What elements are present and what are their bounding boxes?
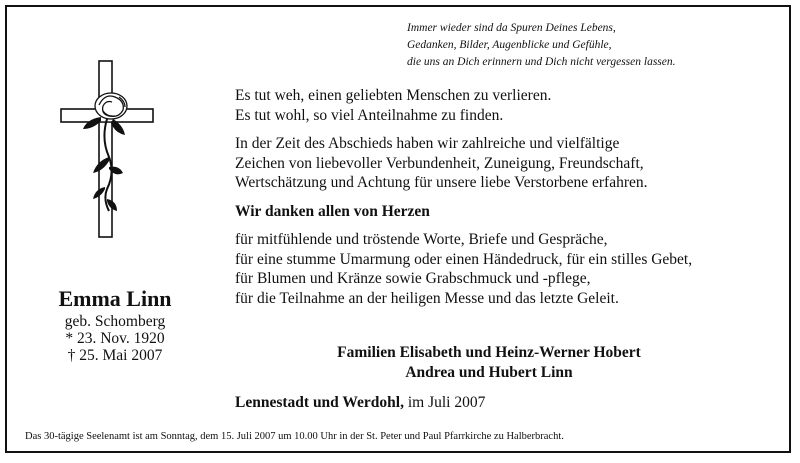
place-name: Lennestadt und Werdohl, <box>235 394 404 411</box>
poem <box>407 20 676 71</box>
signer-line: Familien Elisabeth und Heinz-Werner Hobert <box>337 344 641 361</box>
death-date: † 25. Mai 2007 <box>67 347 163 364</box>
text-line: In der Zeit des Abschieds haben wir zahlreiche und vielfältige <box>235 135 620 152</box>
text-line: Wertschätzung und Achtung für unsere liebe Verstorbene erfahren. <box>235 174 648 191</box>
birth-date: * 23. Nov. 1920 <box>65 330 165 347</box>
text-line: Es tut weh, einen geliebten Menschen zu verlieren. <box>235 87 552 104</box>
text-line: für mitfühlende und tröstende Worte, Briefe und Gespräche, <box>235 231 608 248</box>
text-line: für eine stumme Umarmung oder einen Händedruck, für ein stilles Gebet, <box>235 250 693 268</box>
text-line: Es tut wohl, so viel Anteilnahme zu finden. <box>235 106 504 124</box>
deceased-info <box>35 285 195 364</box>
cross-with-rose-icon <box>53 59 163 244</box>
thanks-heading: Wir danken allen von Herzen <box>235 202 430 220</box>
obituary-card <box>5 5 791 453</box>
signers <box>235 343 743 383</box>
text-line: für die Teilnahme an der heiligen Messe und das letzte Geleit. <box>235 289 619 307</box>
main-text <box>235 86 795 317</box>
paragraph-1 <box>235 86 795 125</box>
signer-line: Andrea und Hubert Linn <box>405 364 573 381</box>
poem-line: Gedanken, Bilder, Augenblicke und Gefühle, <box>407 39 612 51</box>
text-line: für Blumen und Kränze sowie Grabschmuck und -pflege, <box>235 270 591 287</box>
deceased-name: Emma Linn <box>58 286 172 311</box>
footer-note: Das 30-tägige Seelenamt ist am Sonntag, dem 15. Juli 2007 um 10.00 Uhr in der St. Peter und Paul Pfarrkirche zu Halberbracht. <box>25 431 564 442</box>
maiden-name: geb. Schomberg <box>64 313 166 330</box>
place-and-date <box>235 394 485 412</box>
paragraph-2 <box>235 134 795 193</box>
text-line: Zeichen von liebevoller Verbundenheit, Zuneigung, Freundschaft, <box>235 154 644 172</box>
paragraph-3 <box>235 230 795 308</box>
date-text: im Juli 2007 <box>407 394 486 411</box>
poem-line: Immer wieder sind da Spuren Deines Lebens, <box>407 22 616 34</box>
poem-line: die uns an Dich erinnern und Dich nicht vergessen lassen. <box>407 56 676 68</box>
